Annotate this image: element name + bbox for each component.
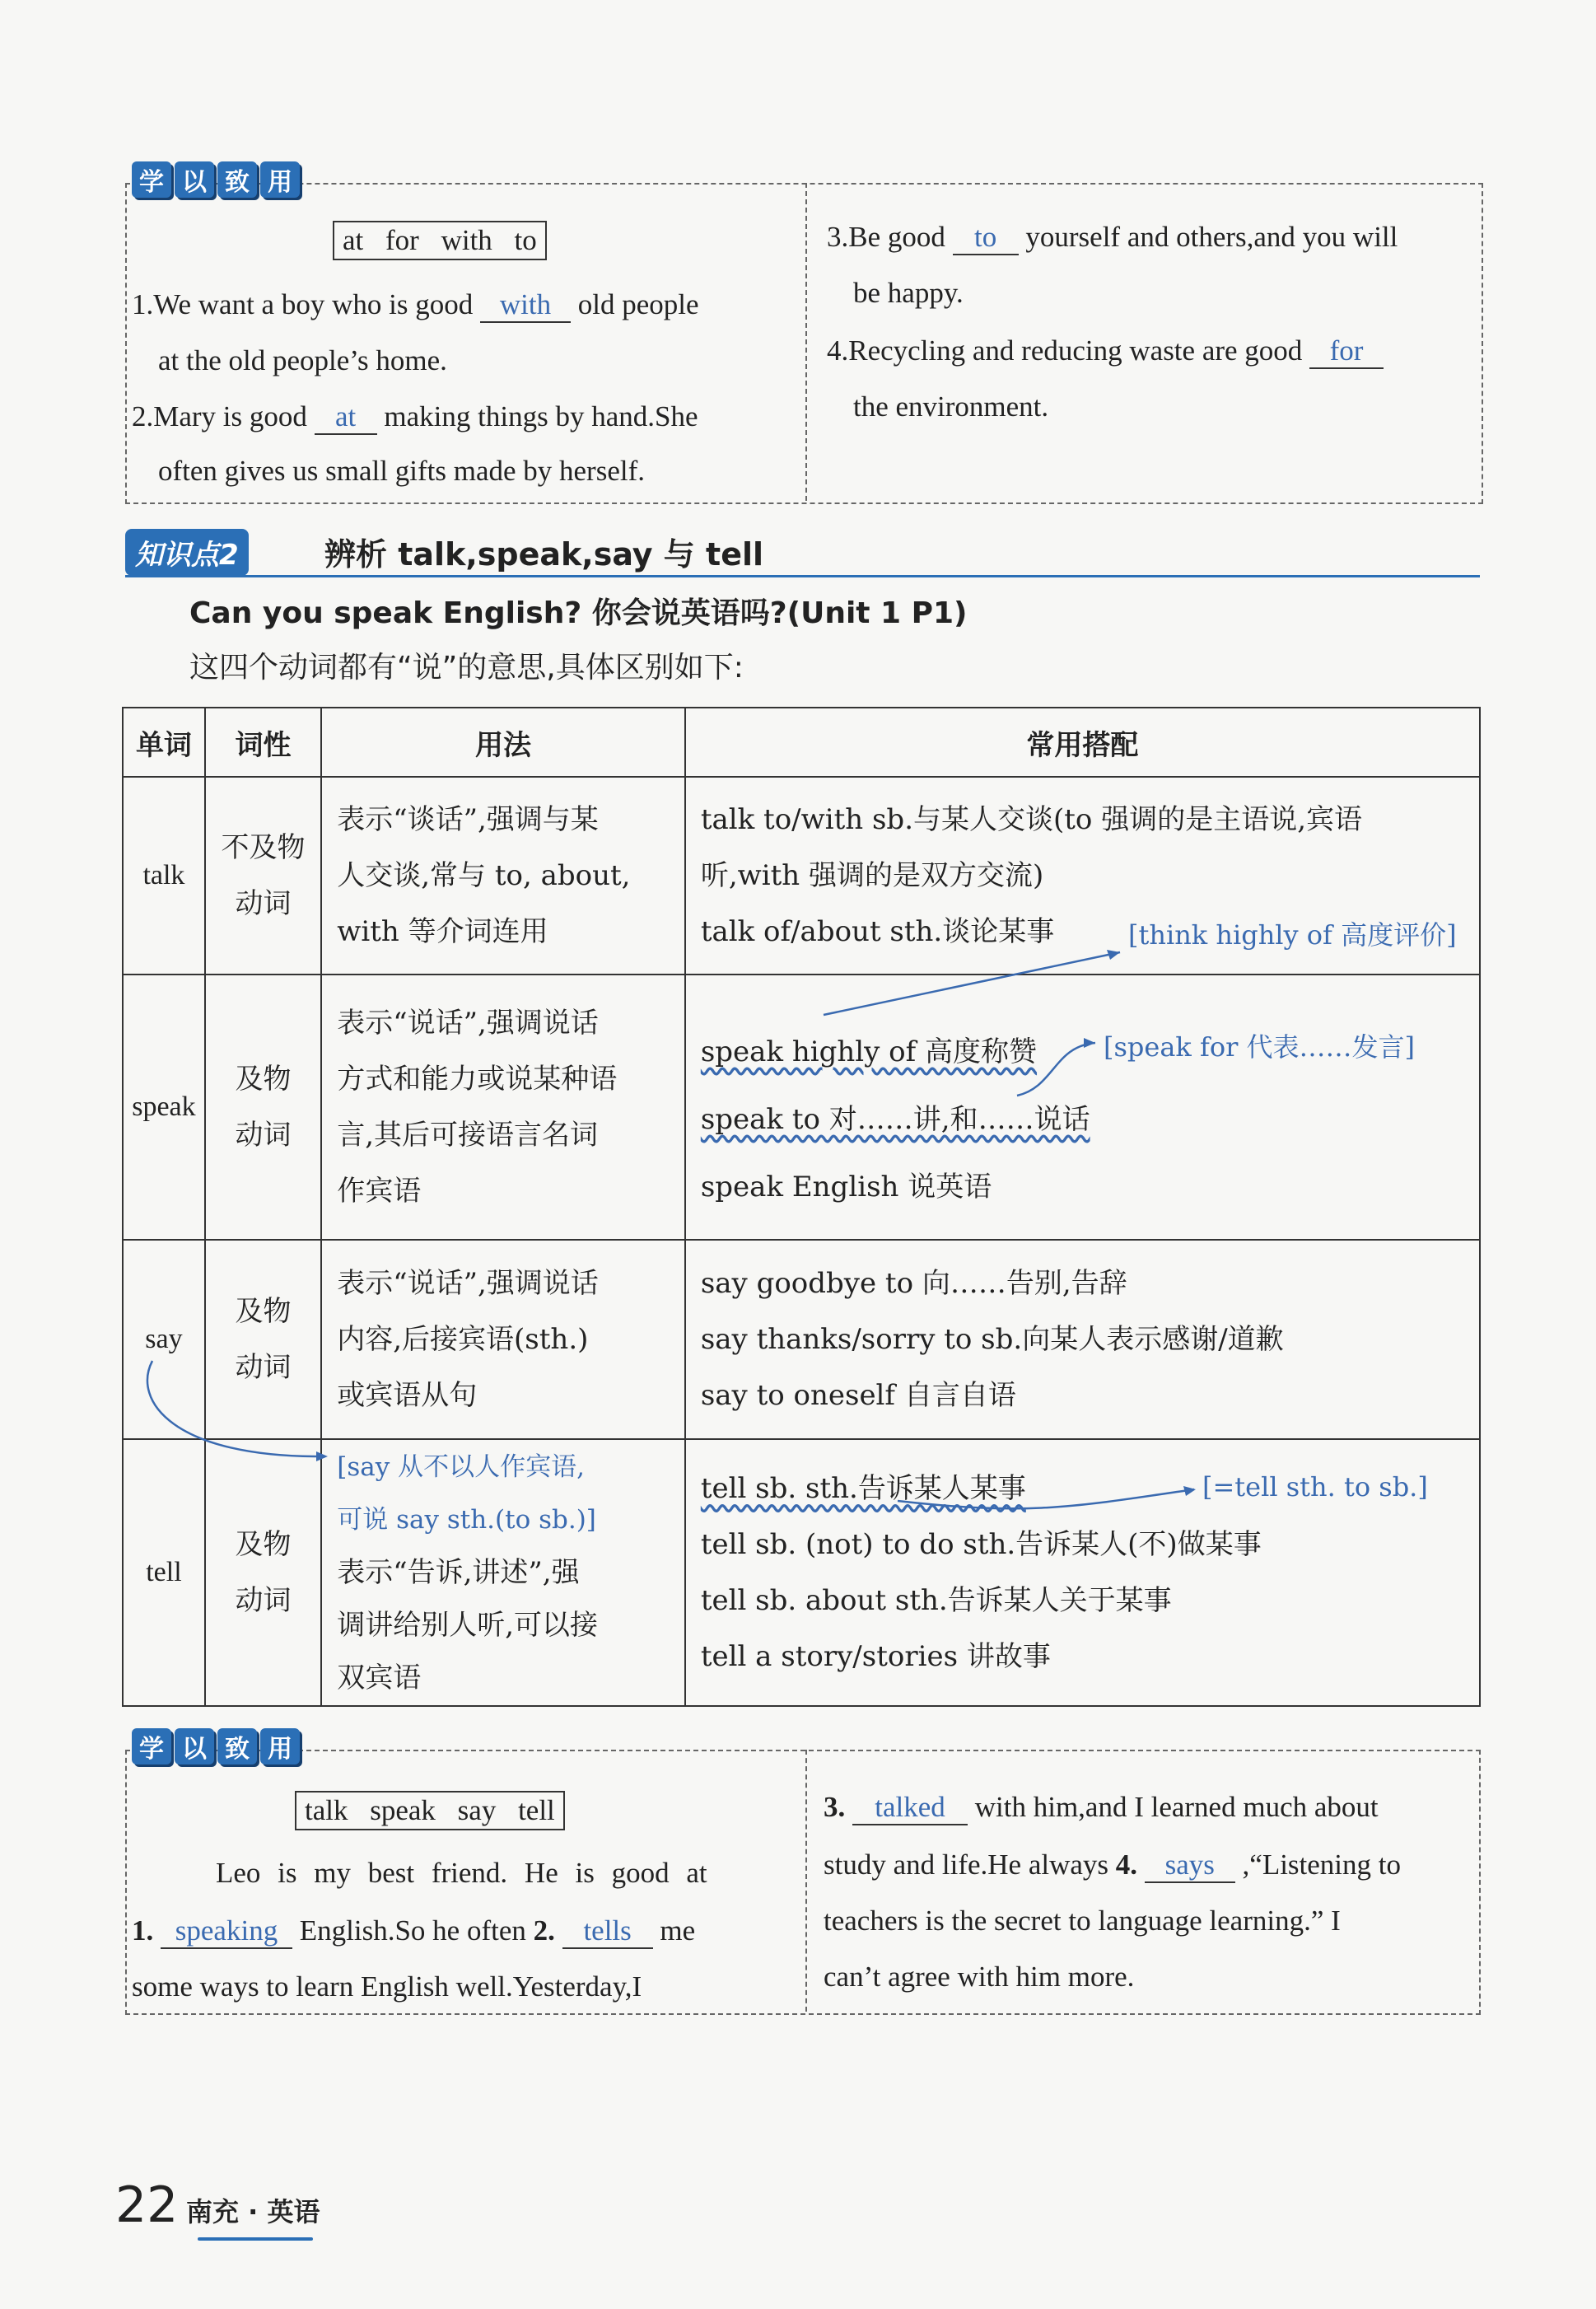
word-bank-2: talk speak say tell [295, 1791, 565, 1830]
passage-line-6: teachers is the secret to language learning.” I [824, 1905, 1341, 1937]
q1-text-b: old people [577, 288, 699, 320]
word-speak: speak [123, 975, 205, 1240]
collocation-line: tell sb. (not) to do sth.告诉某人(不)做某事 [700, 1528, 1262, 1561]
passage-line-7: can’t agree with him more. [824, 1961, 1135, 1993]
blank-number: 1. [132, 1914, 154, 1947]
q2-text-b: making things by hand.She [384, 400, 698, 432]
passage-text: study and life.He always [824, 1849, 1109, 1881]
collocation-line: say to oneself 自言自语 [700, 1379, 1016, 1412]
page-number: 22 [115, 2176, 179, 2234]
question-3-cont: be happy. [853, 277, 964, 309]
word-bank-1: at for with to [333, 221, 547, 260]
q2-text: 2.Mary is good [132, 400, 307, 432]
usage-line: 双宾语 [337, 1662, 422, 1694]
header-usage: 用法 [321, 708, 685, 777]
pos-line: 及物 [235, 1295, 292, 1328]
pos-line: 动词 [235, 1584, 292, 1617]
usage-line: 内容,后接宾语(sth.) [337, 1323, 589, 1356]
usage-line: 人交谈,常与 to, about, [337, 859, 631, 892]
note-tell-sth: [=tell sth. to sb.] [1202, 1471, 1428, 1503]
badge-char: 用 [260, 161, 300, 198]
note-think-highly: [think highly of 高度评价] [1128, 919, 1457, 951]
badge-char: 学 [132, 1728, 171, 1764]
pos-line: 不及物 [221, 831, 306, 864]
answer-2: tells [562, 1914, 653, 1949]
example-sentence: Can you speak English? 你会说英语吗?(Unit 1 P1) [189, 596, 968, 630]
passage-line-3: some ways to learn English well.Yesterday,I [132, 1970, 642, 2003]
note-speak-for: [speak for 代表……发言] [1104, 1031, 1416, 1063]
pos-line: 及物 [235, 1528, 292, 1561]
arrow-head [1107, 950, 1120, 960]
usage-line: 方式和能力或说某种语 [337, 1063, 618, 1096]
collocation-line: talk to/with sb.与某人交谈(to 强调的是主语说,宾语 [700, 803, 1363, 836]
passage-text: me [660, 1914, 696, 1947]
arrow-head [1183, 1486, 1196, 1496]
badge-char: 以 [175, 161, 214, 198]
collocation-line: tell sb. sth.告诉某人某事 [700, 1472, 1026, 1505]
pos-line: 动词 [235, 887, 292, 920]
q4-text: 4.Recycling and reducing waste are good [827, 334, 1303, 367]
header-collocation: 常用搭配 [685, 708, 1480, 777]
blank-number: 3. [824, 1791, 846, 1823]
pos-line: 动词 [235, 1351, 292, 1384]
arrow-tell [898, 1489, 1194, 1508]
collocation-line: speak English 说英语 [700, 1170, 992, 1204]
blank-number: 4. [1115, 1849, 1138, 1881]
collocation-line: 听,with 强调的是双方交流) [700, 859, 1044, 892]
footer-label: 南充 · 英语 [186, 2196, 320, 2227]
passage-line-1: Leo is my best friend. He is good at [216, 1857, 707, 1889]
passage-line-4 [824, 1791, 1379, 1825]
collocation-line: talk of/about sth.谈论某事 [700, 915, 1055, 948]
question-4-cont: the environment. [853, 390, 1049, 423]
arrow-say [147, 1361, 325, 1456]
arrow-speak-for [1017, 1043, 1095, 1096]
question-2-cont: often gives us small gifts made by herself. [158, 455, 645, 487]
blank-number: 2. [533, 1914, 555, 1947]
passage-text: with him,and I learned much about [974, 1791, 1379, 1823]
usage-line: 调讲给别人听,可以接 [337, 1609, 599, 1642]
q3-answer: to [953, 221, 1019, 255]
practice-2-divider [805, 1750, 807, 2012]
badge-char: 用 [260, 1728, 300, 1764]
collocation-line: tell a story/stories 讲故事 [700, 1640, 1051, 1673]
word-tell: tell [123, 1439, 205, 1706]
q3-text: 3.Be good [827, 221, 945, 253]
intro-text: 这四个动词都有“说”的意思,具体区别如下: [189, 651, 744, 685]
q1-answer: with [480, 288, 571, 323]
arrow-head [316, 1451, 328, 1461]
knowledge-point-badge: 知识点2 [125, 529, 249, 576]
q3-text-b: yourself and others,and you will [1025, 221, 1398, 253]
passage-line-5 [824, 1849, 1401, 1883]
q2-answer: at [315, 400, 377, 435]
practice-badge-2 [132, 1728, 300, 1764]
arrow-highly [824, 952, 1120, 1015]
word-talk: talk [123, 777, 205, 975]
word-say: say [123, 1240, 205, 1439]
q1-text: 1.We want a boy who is good [132, 288, 474, 320]
pos-line: 动词 [235, 1119, 292, 1152]
header-pos: 词性 [205, 708, 321, 777]
collocation-line: speak highly of 高度称赞 [700, 1035, 1038, 1068]
usage-line: 言,其后可接语言名词 [337, 1119, 599, 1152]
badge-char: 致 [217, 1728, 257, 1764]
header-word: 单词 [123, 708, 205, 777]
collocation-line: tell sb. about sth.告诉某人关于某事 [700, 1584, 1172, 1617]
answer-4: says [1145, 1849, 1235, 1883]
usage-line: 表示“说话”,强调说话 [337, 1267, 599, 1300]
collocation-line: say thanks/sorry to sb.向某人表示感谢/道歉 [700, 1323, 1284, 1356]
question-1-cont: at the old people’s home. [158, 344, 447, 376]
usage-line: with 等介词连用 [337, 915, 548, 948]
pos-line: 及物 [235, 1063, 292, 1096]
collocation-line: speak to 对……讲,和……说话 [700, 1102, 1090, 1136]
answer-1: speaking [161, 1914, 292, 1949]
passage-text: ,“Listening to [1242, 1849, 1401, 1881]
usage-note: 可说 say sth.(to sb.)] [337, 1505, 596, 1535]
passage-line-2 [132, 1914, 695, 1949]
badge-char: 致 [217, 161, 257, 198]
usage-note: [say 从不以人作宾语, [337, 1452, 585, 1482]
passage-text: English.So he often [299, 1914, 526, 1947]
answer-3: talked [852, 1791, 968, 1825]
footer-rule [198, 2237, 313, 2241]
usage-line: 作宾语 [337, 1175, 422, 1208]
usage-line: 表示“告诉,讲述”,强 [337, 1556, 580, 1589]
badge-char: 以 [175, 1728, 214, 1764]
q4-answer: for [1309, 334, 1384, 369]
collocation-line: say goodbye to 向……告别,告辞 [700, 1267, 1127, 1300]
usage-line: 或宾语从句 [337, 1379, 478, 1412]
badge-char: 学 [132, 161, 171, 198]
usage-line: 表示“谈话”,强调与某 [337, 803, 599, 836]
usage-line: 表示“说话”,强调说话 [337, 1007, 599, 1040]
knowledge-point-title: 辨析 talk,speak,say 与 tell [324, 536, 764, 573]
arrow-head [1084, 1038, 1095, 1048]
